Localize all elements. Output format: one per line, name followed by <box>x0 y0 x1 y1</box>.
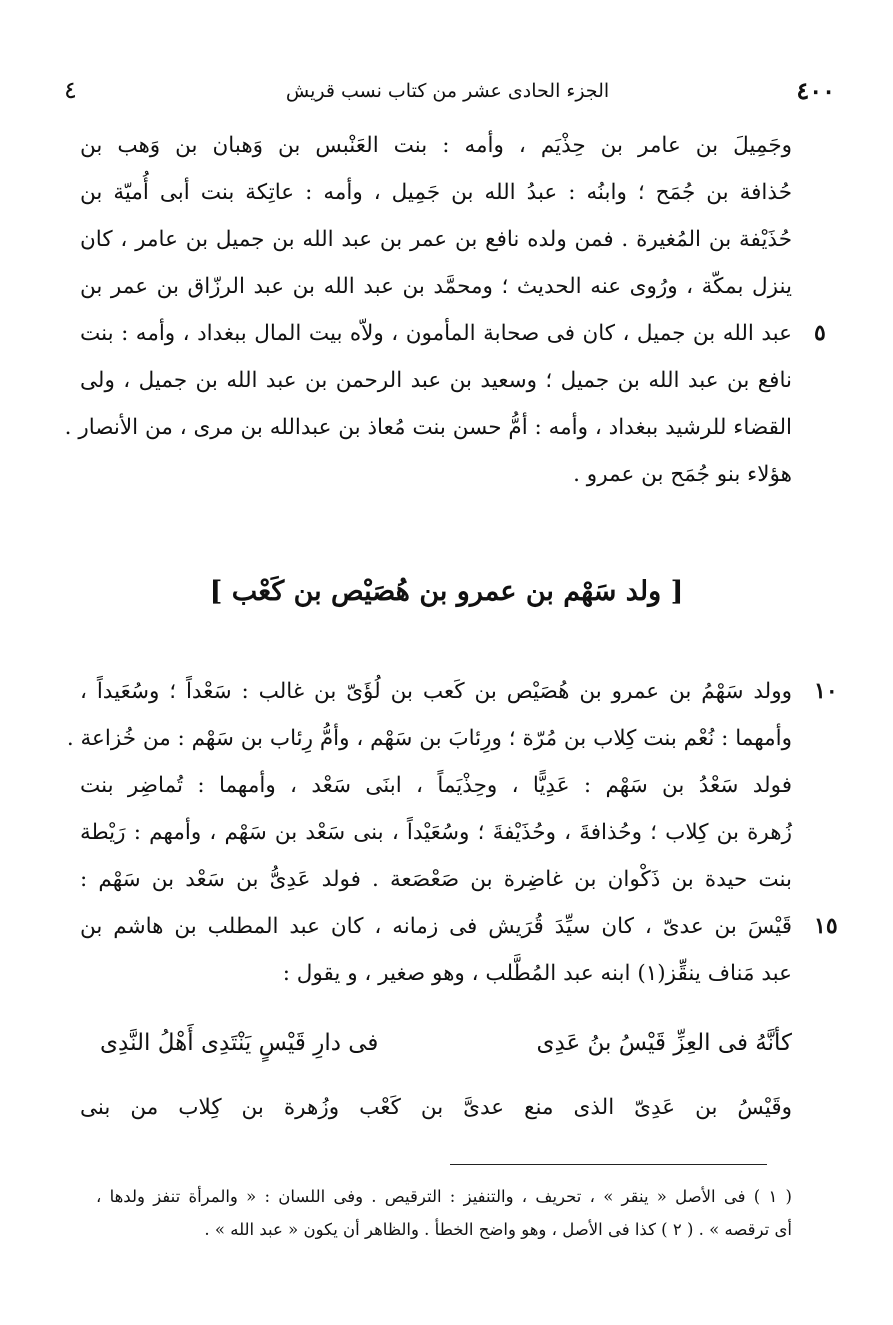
text-line: حُذَيْفة بن المُغيرة . فمن ولده نافع بن عمر بن عبد الله بن جميل بن عامر ، كان <box>80 227 792 252</box>
text-line: وقَيْسُ بن عَدِىّ الذى منع عدىَّ بن كَعْب وزُهرة بن كِلاب من بنى <box>80 1095 792 1120</box>
text-line: زُهرة بن كِلاب ؛ وحُذافةَ ، وحُذَيْفةَ ؛ وسُعَيْداً ، بنى سَعْد بن سَهْم ، وأمهم : رَيْطة <box>80 820 792 845</box>
verse-hemistich-right: كأنَّهُ فى العِزِّ قَيْسُ بنُ عَدِى <box>536 1030 792 1056</box>
header-corner-mark: ٤ <box>64 76 77 104</box>
text-block-sahm <box>66 668 838 997</box>
line-number: ١٥ <box>814 913 838 939</box>
verse-hemistich-left: فى دارِ قَيْسٍ يَنْتَدِى أَهْلُ النَّدِى <box>100 1030 379 1056</box>
text-line: عبد الله بن جميل ، كان فى صحابة المأمون ، ولاّه بيت المال ببغداد ، وأمه : بنت ٥ <box>80 310 792 357</box>
line-number: ٥ <box>814 320 826 346</box>
text-line: نافع بن عبد الله بن جميل ؛ وسعيد بن عبد الرحمن بن عبد الله بن جميل ، ولى <box>80 368 792 393</box>
text-line: وولد سَهْمُ بن عمرو بن هُصَيْص بن كَعب بن لُؤَىّ بن غالب : سَعْداً ؛ وسُعَيداً ، ١٠ <box>80 668 792 715</box>
running-title: الجزء الحادى عشر من كتاب نسب قريش <box>285 80 610 102</box>
text-after-verse <box>80 1084 792 1131</box>
page-header <box>60 72 835 112</box>
section-title: [ ولد سَهْم بن عمرو بن هُصَيْص بن كَعْب ] <box>209 576 684 607</box>
poetry-verse <box>100 1022 792 1072</box>
text-line: وجَمِيلَ بن عامر بن حِذْيَم ، وأمه : بنت العَنْبس بن وَهبان بن وَهب بن <box>80 133 792 158</box>
text-line: عبد مَناف ينقِّز(١) ابنه عبد المُطَّلب ، وهو صغير ، و يقول : <box>282 961 792 986</box>
text-line: فولد سَعْدُ بن سَهْم : عَدِيًّا ، وحِذْيَماً ، ابنَى سَعْد ، وأمهما : تُماضِر بنت <box>80 773 792 798</box>
text-line: بنت حيدة بن ذَكْوان بن غاضِرة بن صَعْصَعة . فولد عَدِىُّ بن سَعْد بن سَهْم : <box>80 867 792 892</box>
text-line: قَيْسَ بن عدىّ ، كان سيِّدَ قُرَيش فى زمانه ، كان عبد المطلب بن هاشم بن ١٥ <box>80 903 792 950</box>
footnote-line: ( ١ ) فى الأصل « ينقر » ، تحريف ، والتنفيز : الترقيص . وفى اللسان : « والمرأة تنفز ولدها ، <box>96 1187 792 1206</box>
line-number: ١٠ <box>814 678 838 704</box>
text-line: هؤلاء بنو جُمَح بن عمرو . <box>573 462 792 487</box>
text-block-jumah <box>64 122 826 498</box>
footnote-line: أى ترقصه » . ( ٢ ) كذا فى الأصل ، وهو واضح الخطأ . والظاهر أن يكون « عبد الله » . <box>204 1220 792 1239</box>
text-line: القضاء للرشيد ببغداد ، وأمه : أمُّ حسن بنت مُعاذ بن عبدالله بن مرى ، من الأنصار . <box>64 415 792 440</box>
footnotes <box>96 1180 792 1246</box>
text-line: وأمهما : نُعْم بنت كِلاب بن مُرّة ؛ ورِئابَ بن سَهْم ، وأمُّ رِئاب بن سَهْم : من خُزاعة . <box>66 726 792 751</box>
page-number: ٤٠٠ <box>796 76 835 105</box>
text-line: حُذافة بن جُمَح ؛ وابنُه : عبدُ الله بن جَمِيل ، وأمه : عاتِكة بنت أبى أُميّة بن <box>80 180 792 205</box>
text-line: ينزل بمكّة ، ورُوى عنه الحديث ؛ ومحمَّد بن عبد الله بن عبد الرزّاق بن عمر بن <box>80 274 792 299</box>
footnote-separator <box>450 1164 767 1165</box>
